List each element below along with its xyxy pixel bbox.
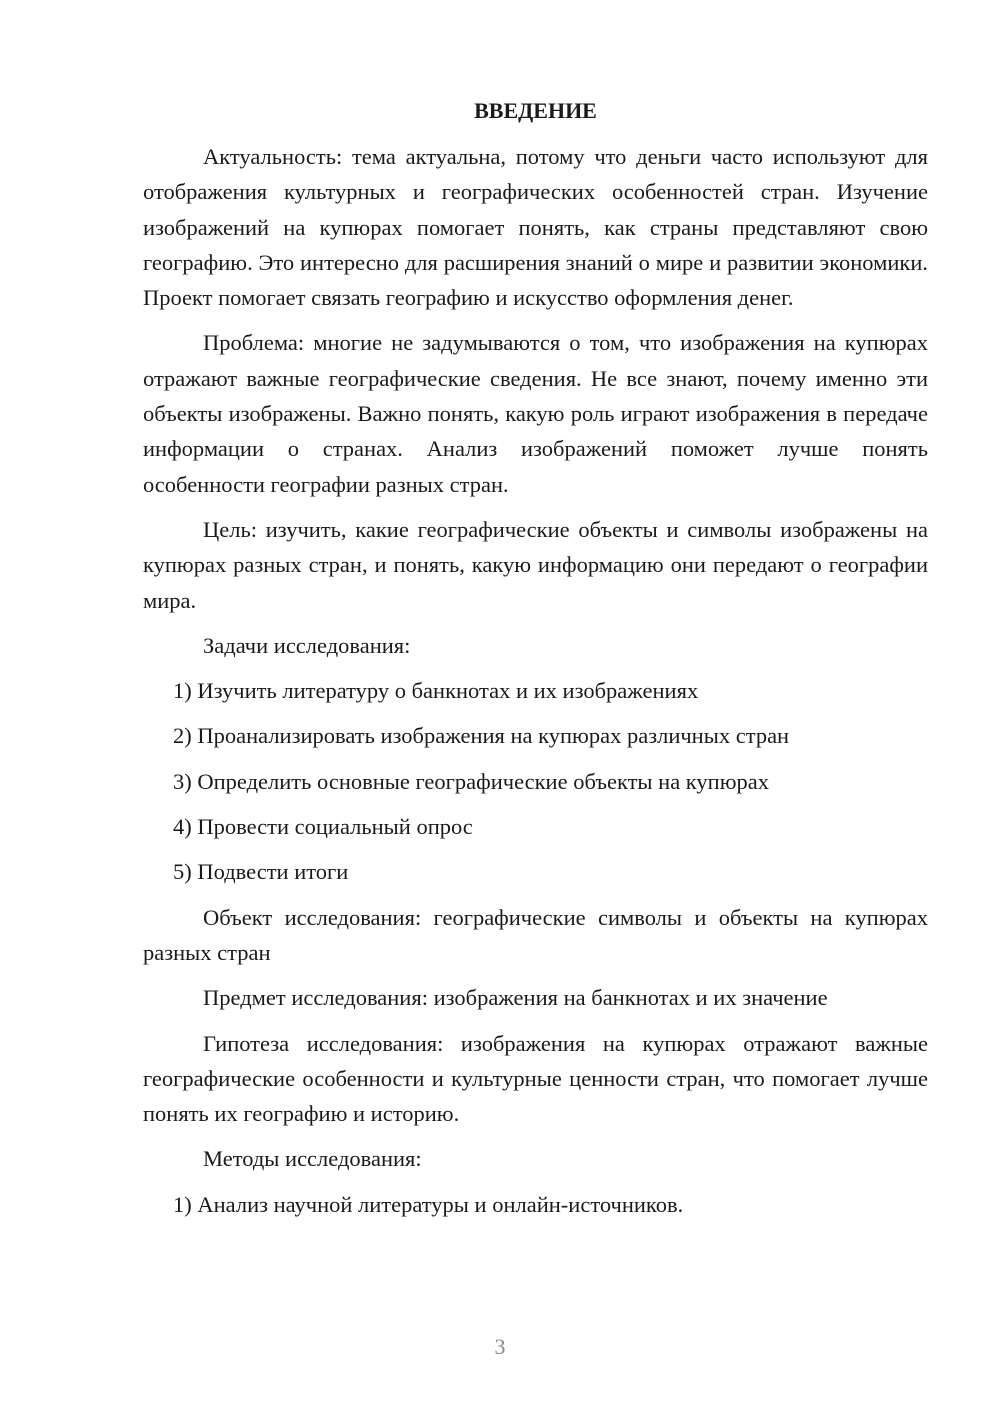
task-item-2: 2) Проанализировать изображения на купюрах различных стран [173,723,790,749]
task-item-4: 4) Провести социальный опрос [173,814,473,840]
problem-paragraph: Проблема: многие не задумываются о том, что изображения на купюрах отражают важные географические сведения. Не все знают, почему именно эти объекты изображены. Важно понять, какую роль играют изображения в передаче информации о странах. Анализ изображений поможет лучше понять особенности географии разных стран. [143,330,928,497]
hypothesis-paragraph: Гипотеза исследования: изображения на купюрах отражают важные географические особенности и культурные ценности стран, что помогает лучше понять их географию и историю. [143,1030,928,1127]
relevance-paragraph: Актуальность: тема актуальна, потому что деньги часто используют для отображения культурных и географических особенностей стран. Изучение изображений на купюрах помогает понять, как страны представляют свою географию. Это интересно для расширения знаний о мире и развитии экономики. Проект помогает связать географию и искусство оформления денег. [143,144,928,311]
subject-paragraph: Предмет исследования: изображения на банкнотах и их значение [203,985,828,1011]
section-title: ВВЕДЕНИЕ [474,98,597,123]
methods-heading: Методы исследования: [203,1146,422,1172]
task-item-3: 3) Определить основные географические объекты на купюрах [173,768,770,794]
method-item-1: 1) Анализ научной литературы и онлайн-источников. [173,1191,684,1217]
task-item-5: 5) Подвести итоги [173,859,349,885]
page-number: 3 [494,1334,506,1359]
object-paragraph: Объект исследования: географические символы и объекты на купюрах разных стран [143,904,928,965]
document-page [143,95,928,1232]
task-item-1: 1) Изучить литературу о банкнотах и их изображениях [173,678,699,704]
tasks-heading: Задачи исследования: [203,632,411,658]
goal-paragraph: Цель: изучить, какие географические объекты и символы изображены на купюрах разных стран, и понять, какую информацию они передают о географии мира. [143,516,928,613]
